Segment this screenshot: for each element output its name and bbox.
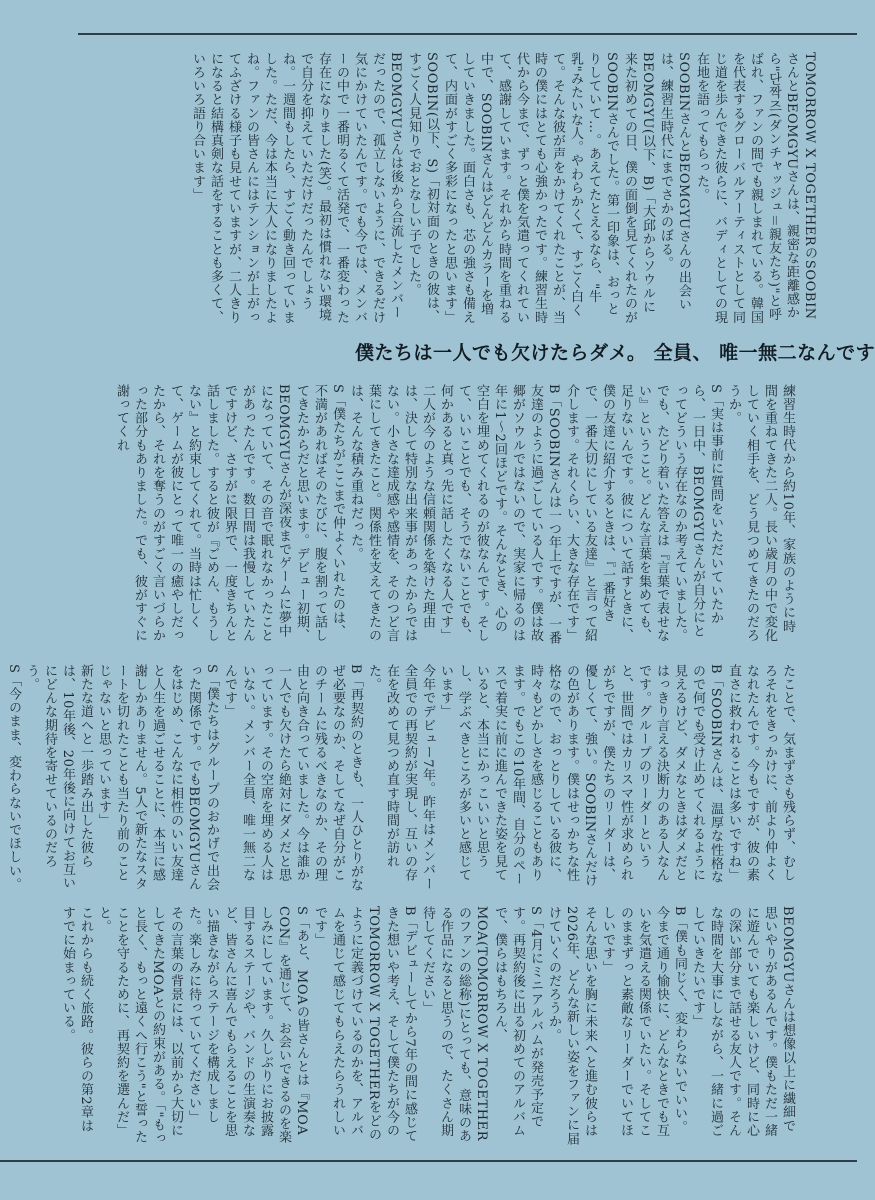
bottom-rule	[0, 1160, 857, 1162]
top-rule	[78, 33, 857, 35]
column-lower-middle: たことで、気まずさも残らず、むしろそれをきっかけに、前より仲よくなれたんです。今もですが、彼の素直さに救われることは多いですね」 B「SOOBINさんは、温厚な性格なので何でも受け止めてくれるように見えるけど、ダメなときはダメだとはっきり言える決断力のある人なんです。グループのリーダーというと、世間ではカリスマ性が求められがちですが、僕たちのリーダーは、優しくて、強い。SOOBINさんだけの色があります。僕はせっかちな性格なので、おっとりしている彼に、時々もどかしさを感じることもあります。でもこの10年間、自分のペースで着実に前に進んできた姿を見ていると、本当にかっこいいと思うし、学ぶべきところが多いと感じています」 今年でデビュー7年。昨年はメンバー全員での再契約が実現し、互いの存在を改めて見つめ直す時間が訪れた。 B「再契約のときも、一人ひとりがなぜ必要なのか、そしてなぜ自分がこのチームに残るべきなのか、その理由と向き合っていました。今は誰か一人でも欠けたら絶対にダメだと思っています。その空席を埋める人はいない。メンバー全員、唯一無二なんです」 S「僕たちはグループのおかげで出会った関係です。でもBEOMGYUさんをはじめ、こんなに相性のいい友達と人生を過ごせることに、本当に感謝しかありません。5人で新たなスタートを切れたことも当たり前のことじゃないと思っています」 新たな道へと一歩踏み出した彼らは、10年後、20年後に向けてお互いにどんな期待を寄せているのだろう。 S「今のまま、変わらないでほしい。	[6, 664, 795, 892]
column-lower-right: 練習生時代から約10年、家族のように時間を重ねてきた二人。長い歳月の中で変化していく相手を、どう見つめてきたのだろうか。 S「実は事前に質問をいただいていたから、一日中、BEOMGYUさんが自分にとってどういう存在なのか考えていました。でも、たどり着いた答えは『言葉で表せない』ということ。どんな言葉を集めても、足りないんです。彼について話すときに、僕の友達に紹介するときは、『一番好きで、一番大切にしている友達』と言って紹介します。それくらい、大きな存在です」 B「SOOBINさんは一つ年上ですが、一番友達のように過ごしている人です。僕は故郷がソウルではないので、実家に帰るのは年に1〜2回ほどです。そんなとき、心の空白を埋めてくれるのが彼なんです。そして、いいことでも、そうでないことでも、何かあると真っ先に話したくなる人です」 二人が今のような信頼関係を築けた理由は、決して特別な出来事があったからではない。小さな達成感や感情を、そのつど言葉にしてきたこと。関係性を支えてきたのは、そんな積み重ねだった。 S「僕たちがここまで仲よくいれたのは、不満があればそのたびに、腹を割って話してきたからだと思います。デビュー初期、BEOMGYUさんが深夜までゲームに夢中になっていて、その音で眠れなかったことがあったんです。数日間は我慢していたんですけど、さすがに限界で、一度きちんと話しました。すると彼が『ごめん、もうしない』と約束してくれて。当時は忙しくて、ゲームが彼にとって唯一の癒やしだったから、それを奪うのがすごく言いづらかった部分もありました。でも、彼がすぐに謝ってくれ	[114, 384, 795, 645]
column-lower-left: BEOMGYUさんは想像以上に繊細で思いやりがあるんです。僕もただ一緒に遊んでいても楽しいけど、同時に心の深い部分まで話せる友人です。そんな時間を大事にしながら、一緒に過ごしていきたいです」 B「僕も同じく、変わらないでいい。今まで通り愉快に、どんなときでも互いを気遣える関係でいたい。そしてこのままずっと素敵なリーダーでいてほしいです」 そんな思いを胸に未来へと進む彼らは2026年、どんな新しい姿をファンに届けていくのだろうか。 S「4月にミニアルバムが発売予定です。再契約後に出る初めてのアルバムで、僕らはもちろん、MOA(TOMORROW X TOGETHERのファンの総称)にとっても、意味のある作品になると思うので、たくさん期待してください」 B「デビューしてから7年の間に感じてきた想いや考え、そして僕たちが今のTOMORROW X TOGETHERをどのように定義づけているのかを、アルバムを通じて感じてもらえたらうれしいです」 S「あと、MOAの皆さんとは『MOA CON』を通じて、お会いできるのを楽しみにしています。久しぶりにお披露目するステージや、バンドの生演奏など、皆さんに喜んでもらえることを思い描きながらステージを構成しました。楽しみに待っていてください」 その言葉の背景には、以前から大切にしてきたMOAとの約束がある。「"もっと長く、もっと遠くへ行こう"と誓ったことを守るために、再契約を選んだ」と。 これからも続く旅路。彼らの第2章はすでに始まっている。	[60, 906, 795, 1146]
column-upper-right: TOMORROW X TOGETHERのSOOBINさんとBEOMGYUさんは、親密な距離感から"단짝즈(ダンチャッジュ＝親友たち)"と呼ばれ、ファンの間でも親しまれている。韓国を代表するグローバルアーティストとして同じ道を歩んできた彼らに、バディとしての現在地を語ってもらった。 SOOBINさんとBEOMGYUさんの出会いは、練習生時代にまでさかのぼる。 BEOMGYU(以下、B)「大邱からソウルに来た初めての日、僕の面倒を見てくれたのがSOOBINさんでした。第一印象は、おっとりしていて…。あえてたとえるなら、"牛乳"みたいな人。やわらかくて、すごく白くて。そんな彼が声をかけてくれたことが、当時の僕にはとても心強かったです。練習生時代から今まで、ずっと僕を気遣ってくれていて、感謝しています。それから時間を重ねる中で、SOOBINさんはどんどんカラーを増していきました。面白さも、芯の強さも備えて、内面がすごく多彩になったと思います」 SOOBIN(以下、S)「初対面のときの彼は、すごく人見知りでおとなしい子でした。BEOMGYUさんは後から合流したメンバーだったので、孤立しないように、できるだけ気にかけていたんです。でも今では、メンバーの中で一番明るくて活発で、一番変わった存在になりました(笑)。最初は慣れない環境で自分を抑えていただけだったんでしょうね。一週間もしたら、すごく動き回っていました。ただ、今は本当に大人になりましたよね。ファンの皆さんにはテンションが上がってふざける様子も見せていますが、二人きりになると結構真剣な話をすることも多くて、いろいろ語り合います」	[190, 52, 817, 324]
headline: 僕たちは一人でも欠けたらダメ。 全員、 唯一無二なんです	[355, 342, 875, 364]
